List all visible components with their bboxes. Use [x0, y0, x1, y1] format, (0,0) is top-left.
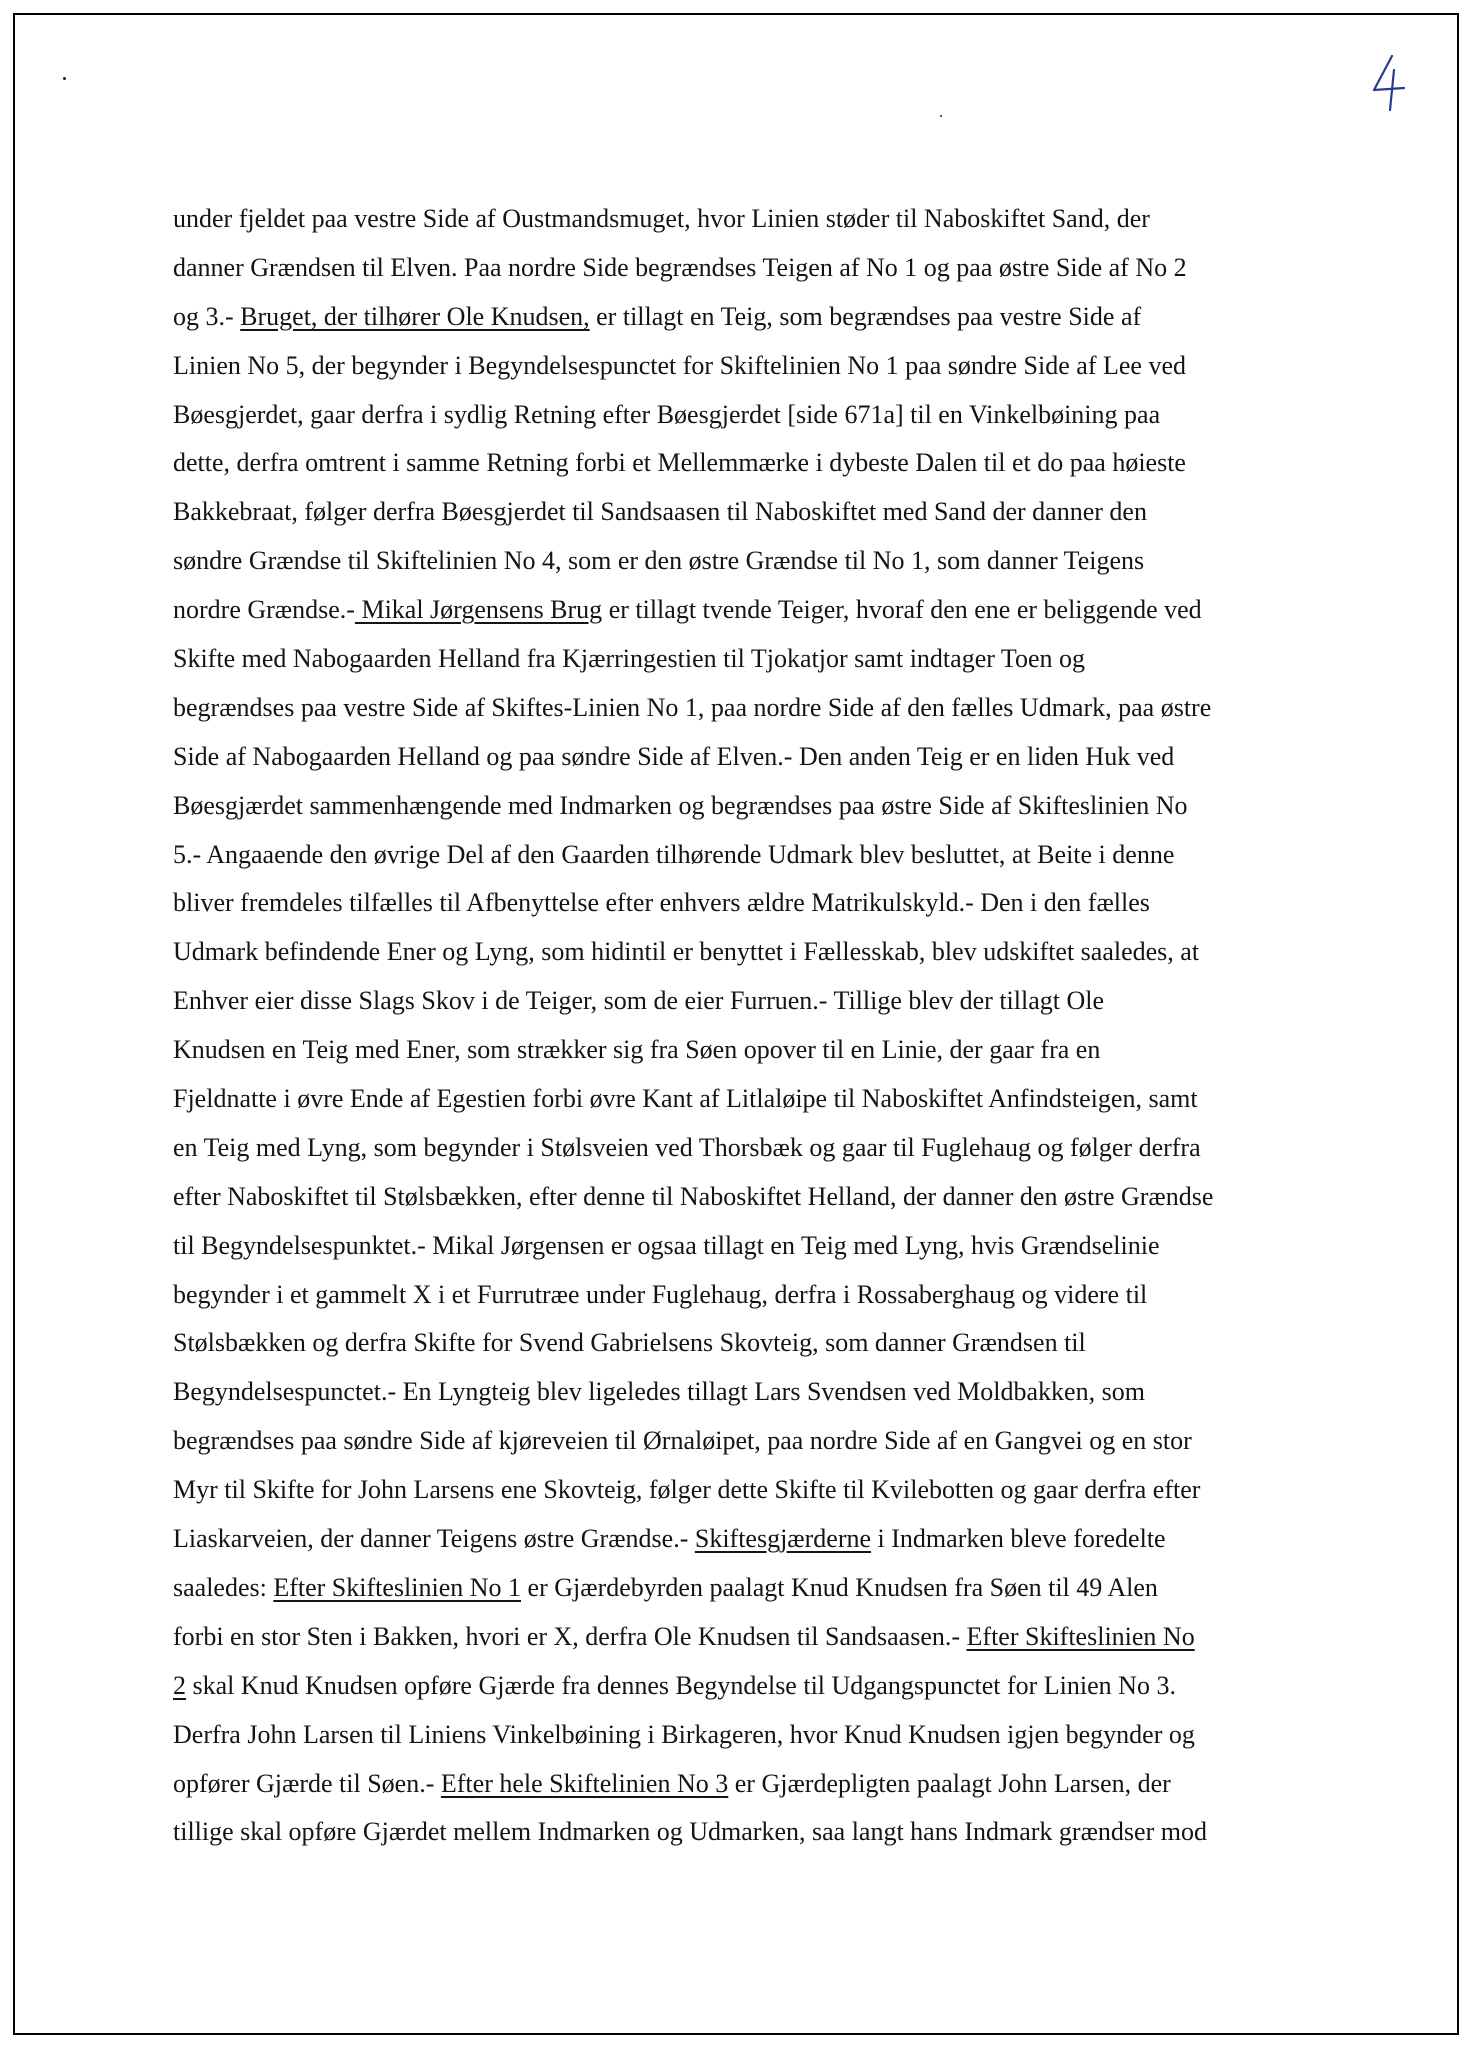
- underlined-text: Mikal Jørgensens Brug: [354, 595, 603, 625]
- text-run: til Begyndelsespunktet.- Mikal Jørgensen er ogsaa tillagt en Teig med Lyng, hvis Grændselinie: [173, 1230, 1160, 1260]
- text-run: saaledes:: [173, 1572, 274, 1602]
- underlined-text: Skiftesgjærderne: [694, 1524, 872, 1554]
- text-line: [173, 1711, 1353, 1760]
- text-line: [173, 684, 1353, 733]
- text-line: [173, 1760, 1353, 1809]
- text-run: begrændses paa vestre Side af Skiftes-Linien No 1, paa nordre Side af den fælles Udmark, paa østre: [173, 692, 1212, 722]
- text-run: dette, derfra omtrent i samme Retning forbi et Mellemmærke i dybeste Dalen til et do paa høieste: [173, 448, 1186, 478]
- text-line: [173, 1026, 1353, 1075]
- text-run: Stølsbækken og derfra Skifte for Svend Gabrielsens Skovteig, som danner Grændsen til: [173, 1328, 1086, 1358]
- text-line: [173, 1808, 1353, 1857]
- text-run: Udmark befindende Ener og Lyng, som hidintil er benyttet i Fællesskab, blev udskiftet saaledes, at: [173, 937, 1200, 967]
- scan-speck: [63, 77, 66, 80]
- text-run: Side af Nabogaarden Helland og paa søndre Side af Elven.- Den anden Teig er en liden Huk ved: [173, 741, 1175, 771]
- text-run: forbi en stor Sten i Bakken, hvori er X, derfra Ole Knudsen til Sandsaasen.-: [173, 1621, 967, 1651]
- text-line: [173, 1466, 1353, 1515]
- text-run: under fjeldet paa vestre Side af Oustmandsmuget, hvor Linien støder til Naboskiftet Sand, der: [173, 204, 1150, 233]
- text-line: [173, 1417, 1353, 1466]
- text-line: [173, 1613, 1353, 1662]
- text-run: i Indmarken bleve foredelte: [871, 1524, 1166, 1554]
- text-line: [173, 1271, 1353, 1320]
- text-run: 5.- Angaaende den øvrige Del af den Gaarden tilhørende Udmark blev besluttet, at Beite i denne: [173, 839, 1175, 869]
- underlined-text: Efter hele Skiftelinien No 3: [440, 1768, 729, 1798]
- text-run: Enhver eier disse Slags Skov i de Teiger, som de eier Furruen.- Tillige blev der tillagt Ole: [173, 986, 1105, 1016]
- text-run: er tillagt en Teig, som begrændses paa vestre Side af: [589, 301, 1142, 331]
- text-run: er tillagt tvende Teiger, hvoraf den ene er beliggende ved: [602, 595, 1202, 625]
- text-run: skal Knud Knudsen opføre Gjærde fra dennes Begyndelse til Udgangspunctet for Linien No 3.: [186, 1670, 1176, 1700]
- text-line: [173, 977, 1353, 1026]
- text-run: en Teig med Lyng, som begynder i Stølsveien ved Thorsbæk og gaar til Fuglehaug og følger derfra: [173, 1132, 1201, 1162]
- text-line: [173, 586, 1353, 635]
- text-run: er Gjærdebyrden paalagt Knud Knudsen fra Søen til 49 Alen: [521, 1572, 1158, 1602]
- text-line: [173, 733, 1353, 782]
- text-line: [173, 537, 1353, 586]
- text-line: [173, 195, 1353, 244]
- handwritten-page-number-4: [1368, 52, 1408, 112]
- text-run: Bakkebraat, følger derfra Bøesgjerdet til Sandsaasen til Naboskiftet med Sand der danner den: [173, 497, 1147, 527]
- underlined-text: Bruget, der tilhører Ole Knudsen,: [240, 301, 590, 331]
- text-run: opfører Gjærde til Søen.-: [173, 1768, 441, 1798]
- page-number: [1368, 52, 1408, 112]
- text-run: begrændses paa søndre Side af kjøreveien til Ørnaløipet, paa nordre Side af en Gangvei og en stor: [173, 1426, 1192, 1456]
- text-line: [173, 1319, 1353, 1368]
- text-line: [173, 831, 1353, 880]
- text-run: Derfra John Larsen til Liniens Vinkelbøining i Birkageren, hvor Knud Knudsen igjen begynder og: [173, 1719, 1195, 1749]
- text-run: Begyndelsespunctet.- En Lyngteig blev ligeledes tillagt Lars Svendsen ved Moldbakken, som: [173, 1377, 1145, 1407]
- text-run: Skifte med Nabogaarden Helland fra Kjærringestien til Tjokatjor samt indtager Toen og: [173, 644, 1086, 674]
- underlined-text: 2: [173, 1670, 186, 1700]
- text-run: Fjeldnatte i øvre Ende af Egestien forbi øvre Kant af Litlaløipe til Naboskiftet Anfindsteigen, samt: [173, 1084, 1198, 1114]
- text-line: [173, 928, 1353, 977]
- text-line: [173, 391, 1353, 440]
- text-run: Knudsen en Teig med Ener, som strækker sig fra Søen opover til en Linie, der gaar fra en: [173, 1035, 1101, 1065]
- text-line: [173, 1222, 1353, 1271]
- text-run: Myr til Skifte for John Larsens ene Skovteig, følger dette Skifte til Kvilebotten og gaar derfra efter: [173, 1475, 1201, 1505]
- text-run: Linien No 5, der begynder i Begyndelsespunctet for Skiftelinien No 1 paa søndre Side af Lee ved: [173, 350, 1186, 380]
- text-line: [173, 879, 1353, 928]
- text-line: [173, 1515, 1353, 1564]
- text-run: efter Naboskiftet til Stølsbækken, efter denne til Naboskiftet Helland, der danner den østre Grændse: [173, 1181, 1214, 1211]
- text-line: [173, 244, 1353, 293]
- text-run: er Gjærdepligten paalagt John Larsen, der: [728, 1768, 1171, 1798]
- text-run: og 3.-: [173, 301, 241, 331]
- text-run: tillige skal opføre Gjærdet mellem Indmarken og Udmarken, saa langt hans Indmark grændser mod: [173, 1817, 1207, 1847]
- text-line: [173, 1173, 1353, 1222]
- text-line: [173, 1368, 1353, 1417]
- text-line: [173, 293, 1353, 342]
- text-line: [173, 439, 1353, 488]
- underlined-text: Efter Skifteslinien No 1: [273, 1572, 522, 1602]
- text-line: [173, 1124, 1353, 1173]
- text-line: [173, 782, 1353, 831]
- underlined-text: Efter Skifteslinien No: [966, 1621, 1195, 1651]
- document-body: [173, 195, 1353, 1857]
- text-line: [173, 488, 1353, 537]
- text-line: [173, 1564, 1353, 1613]
- text-line: [173, 342, 1353, 391]
- text-run: danner Grændsen til Elven. Paa nordre Side begrændses Teigen af No 1 og paa østre Side af No 2: [173, 252, 1187, 282]
- text-run: nordre Grændse.-: [173, 595, 355, 625]
- scan-speck: [940, 115, 942, 117]
- text-run: søndre Grændse til Skiftelinien No 4, som er den østre Grændse til No 1, som danner Teigens: [173, 546, 1145, 576]
- text-run: bliver fremdeles tilfælles til Afbenyttelse efter enhvers ældre Matrikulskyld.- Den i den fælles: [173, 888, 1150, 918]
- text-line: [173, 1662, 1353, 1711]
- text-line: [173, 1075, 1353, 1124]
- text-run: begynder i et gammelt X i et Furrutræe under Fuglehaug, derfra i Rossaberghaug og videre til: [173, 1279, 1148, 1309]
- text-line: [173, 635, 1353, 684]
- text-run: Liaskarveien, der danner Teigens østre Grændse.-: [173, 1524, 695, 1554]
- text-run: Bøesgjerdet, gaar derfra i sydlig Retning efter Bøesgjerdet [side 671a] til en Vinkelbøining paa: [173, 399, 1161, 429]
- text-run: Bøesgjærdet sammenhængende med Indmarken og begrændses paa østre Side af Skifteslinien No: [173, 790, 1188, 820]
